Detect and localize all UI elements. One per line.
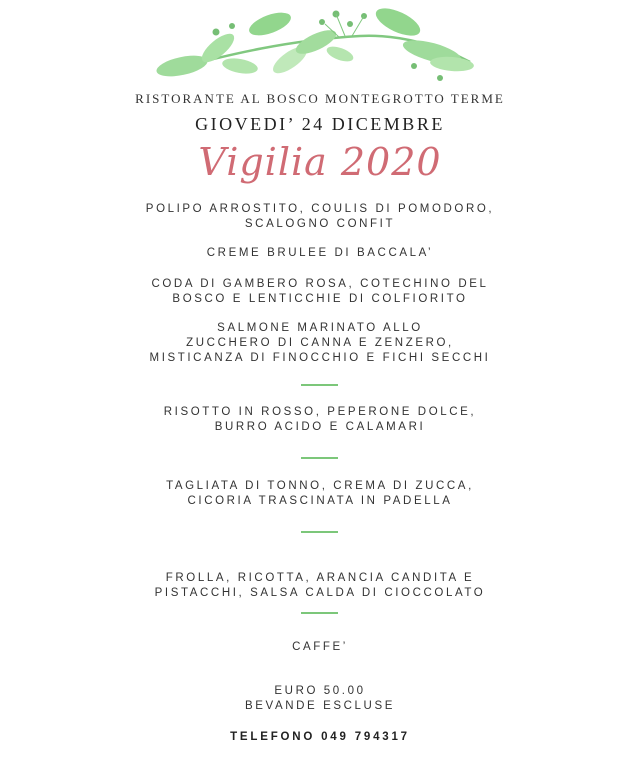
course-frolla bbox=[0, 571, 640, 601]
course-line: BURRO ACIDO E CALAMARI bbox=[214, 421, 426, 433]
section-divider bbox=[301, 457, 338, 459]
restaurant-name: RISTORANTE AL BOSCO MONTEGROTTO TERME bbox=[135, 91, 505, 106]
price: EURO 50.00 bbox=[274, 685, 366, 697]
course-caffe bbox=[0, 640, 640, 655]
leaf-garland-illustration bbox=[140, 2, 480, 86]
drinks-note: BEVANDE ESCLUSE bbox=[245, 700, 395, 712]
event-date: GIOVEDI’ 24 DICEMBRE bbox=[195, 114, 445, 134]
course-gambero bbox=[0, 277, 640, 307]
course-line: CICORIA TRASCINATA IN PADELLA bbox=[187, 495, 453, 507]
section-divider bbox=[301, 612, 338, 614]
course-line: POLIPO ARROSTITO, COULIS DI POMODORO, bbox=[145, 203, 495, 215]
course-creme-brulee bbox=[0, 246, 640, 261]
section-divider bbox=[301, 531, 338, 533]
course-line: MISTICANZA DI FINOCCHIO E FICHI SECCHI bbox=[149, 352, 491, 364]
course-line: ZUCCHERO DI CANNA E ZENZERO, bbox=[186, 337, 454, 349]
course-tagliata bbox=[0, 479, 640, 509]
section-divider bbox=[301, 384, 338, 386]
course-line: PISTACCHI, SALSA CALDA DI CIOCCOLATO bbox=[154, 587, 486, 599]
course-line: CODA DI GAMBERO ROSA, COTECHINO DEL bbox=[151, 278, 489, 290]
course-salmone bbox=[0, 321, 640, 366]
course-line: RISOTTO IN ROSSO, PEPERONE DOLCE, bbox=[163, 406, 477, 418]
course-line: BOSCO E LENTICCHIE DI COLFIORITO bbox=[172, 293, 468, 305]
course-line: SALMONE MARINATO ALLO bbox=[217, 322, 423, 334]
phone-number: TELEFONO 049 794317 bbox=[230, 731, 410, 743]
course-line: SCALOGNO CONFIT bbox=[244, 218, 396, 230]
course-line: TAGLIATA DI TONNO, CREMA DI ZUCCA, bbox=[166, 480, 474, 492]
course-risotto bbox=[0, 405, 640, 435]
course-line: FROLLA, RICOTTA, ARANCIA CANDITA E bbox=[165, 572, 475, 584]
course-polipo bbox=[0, 202, 640, 232]
menu-title: Vigilia 2020 bbox=[198, 140, 442, 184]
course-line: CREME BRULEE DI BACCALA’ bbox=[206, 247, 434, 259]
course-line: CAFFE’ bbox=[292, 641, 348, 653]
